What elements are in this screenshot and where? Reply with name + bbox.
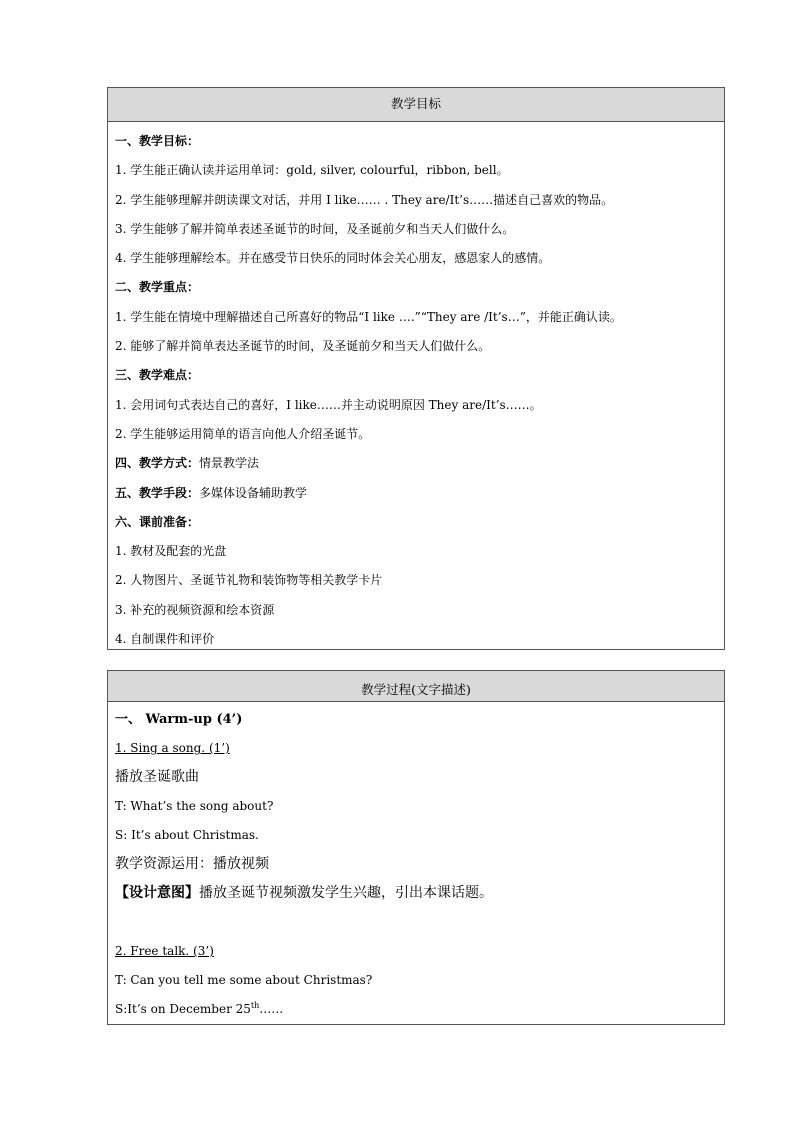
method-line [115, 449, 717, 478]
step-title: 1. Sing a song. (1’) [115, 741, 230, 755]
means-line [115, 479, 717, 508]
list-item: 3. 补充的视频资源和绘本资源 [115, 602, 275, 617]
list-item: 2. 学生能够理解并朗读课文对话，并用 I like…… . They are/It’s……描述自己喜欢的物品。 [115, 192, 614, 207]
design-text: 播放圣诞节视频激发学生兴趣，引出本课话题。 [199, 885, 493, 901]
step-title: 2. Free talk. (3’) [115, 944, 214, 958]
list-item: 2. 能够了解并简单表达圣诞节的时间，及圣诞前夕和当天人们做什么。 [115, 339, 491, 354]
list-item: 4. 自制课件和评价 [115, 632, 215, 647]
section-title: 六、课前准备： [115, 514, 200, 529]
ellipsis: …… [259, 1002, 284, 1016]
list-item: 1. 教材及配套的光盘 [115, 544, 227, 559]
process-table [107, 670, 725, 1025]
process-header: 教学过程(文字描述) [108, 671, 724, 702]
warmup-title: 一、 Warm-up (4’) [115, 712, 243, 727]
list-item: 1. 会用词句式表达自己的喜好，I like……并主动说明原因 They are/It’s……。 [115, 397, 542, 412]
dialogue-line: T: Can you tell me some about Christmas? [115, 973, 373, 987]
section-title: 四、教学方式： [115, 456, 200, 471]
section-title: 三、教学难点： [115, 368, 200, 383]
dialogue-line [115, 995, 717, 1024]
resource-line: 教学资源运用：播放视频 [115, 856, 269, 872]
section-title: 一、教学目标： [115, 134, 200, 148]
dialogue-text: S:It’s on December 25 [115, 1002, 251, 1016]
list-item: 3. 学生能够了解并简单表述圣诞节的时间，及圣诞前夕和当天人们做什么。 [115, 221, 515, 236]
design-label: 【设计意图】 [115, 885, 199, 901]
process-body [108, 702, 724, 1024]
step-note: 播放圣诞歌曲 [115, 769, 199, 785]
list-item: 2. 人物图片、圣诞节礼物和装饰物等相关教学卡片 [115, 573, 383, 588]
dialogue-line: S: It’s about Christmas. [115, 828, 259, 842]
method-value: 情景教学法 [199, 456, 260, 471]
spacer [115, 908, 717, 937]
objectives-body [108, 122, 724, 654]
list-item: 1. 学生能正确认读并运用单词：gold, silver, colourful，ribbon, bell。 [115, 163, 509, 178]
list-item: 2. 学生能够运用简单的语言向他人介绍圣诞节。 [115, 426, 371, 441]
objectives-table [107, 87, 725, 650]
list-item: 1. 学生能在情境中理解描述自己所喜好的物品“I like ….”“They are /It’s…”，并能正确认读。 [115, 309, 622, 324]
section-title: 五、教学手段： [115, 485, 200, 500]
design-intent [115, 879, 717, 908]
means-value: 多媒体设备辅助教学 [199, 485, 308, 500]
list-item: 4. 学生能够理解绘本。并在感受节日快乐的同时体会关心朋友，感恩家人的感情。 [115, 251, 551, 266]
ordinal-suffix: th [250, 1001, 260, 1010]
objectives-header: 教学目标 [108, 88, 724, 122]
section-title: 二、教学重点： [115, 280, 200, 295]
dialogue-line: T: What’s the song about? [115, 799, 274, 813]
